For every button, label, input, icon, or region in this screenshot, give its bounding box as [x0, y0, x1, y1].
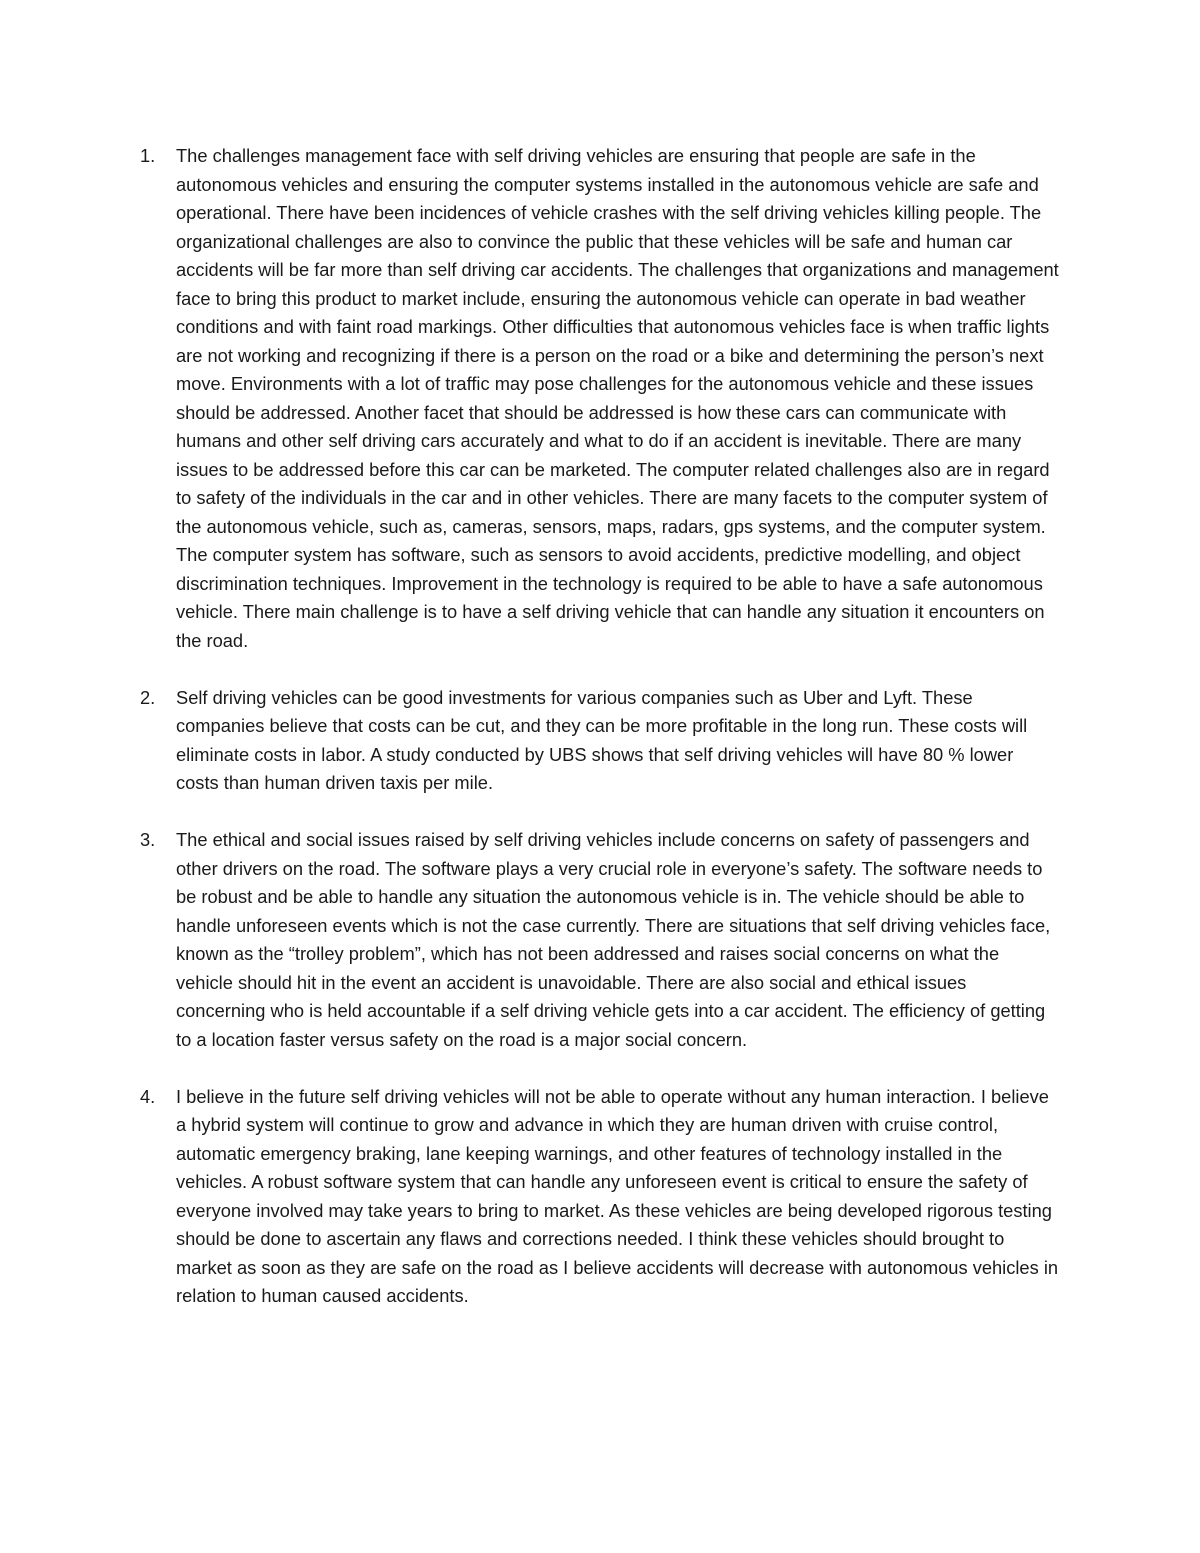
- list-item-text: The challenges management face with self driving vehicles are ensuring that people are safe in the autonomous vehicles and ensuring the computer systems installed in the autonomous vehicle are safe and operational. There have been incidences of vehicle crashes with the self driving vehicles killing people. The organizational challenges are also to convince the public that these vehicles will be safe and human car accidents will be far more than self driving car accidents. The challenges that organizations and management face to bring this product to market include, ensuring the autonomous vehicle can operate in bad weather conditions and with faint road markings. Other difficulties that autonomous vehicles face is when traffic lights are not working and recognizing if there is a person on the road or a bike and determining the person’s next move. Environments with a lot of traffic may pose challenges for the autonomous vehicle and these issues should be addressed. Another facet that should be addressed is how these cars can communicate with humans and other self driving cars accurately and what to do if an accident is inevitable. There are many issues to be addressed before this car can be marketed. The computer related challenges also are in regard to safety of the individuals in the car and in other vehicles. There are many facets to the computer system of the autonomous vehicle, such as, cameras, sensors, maps, radars, gps systems, and the computer system. The computer system has software, such as sensors to avoid accidents, predictive modelling, and object discrimination techniques. Improvement in the technology is required to be able to have a safe autonomous vehicle. There main challenge is to have a self driving vehicle that can handle any situation it encounters on the road.: [176, 145, 1059, 651]
- list-item-number: 1.: [140, 145, 156, 166]
- list-item-text: Self driving vehicles can be good investments for various companies such as Uber and Lyft. These companies believe that costs can be cut, and they can be more profitable in the long run. These costs will eliminate costs in labor. A study conducted by UBS shows that self driving vehicles will have 80 % lower costs than human driven taxis per mile.: [176, 686, 1028, 793]
- list-item-number: 3.: [140, 829, 156, 850]
- list-item: [140, 1083, 1060, 1311]
- list-item-number: 4.: [140, 1085, 156, 1107]
- list-item-text: I believe in the future self driving vehicles will not be able to operate without any human interaction. I believe a hybrid system will continue to grow and advance in which they are human driven with cruise control, automatic emergency braking, lane keeping warnings, and other features of technology installed in the vehicles. A robust software system that can handle any unforeseen event is critical to ensure the safety of everyone involved may take years to bring to market. As these vehicles are being developed rigorous testing should be done to ascertain any flaws and corrections needed. I think these vehicles should brought to market as soon as they are safe on the road as I believe accidents will decrease with autonomous vehicles in relation to human caused accidents.: [176, 1085, 1059, 1306]
- list-item-number: 2.: [140, 686, 156, 708]
- numbered-list: [140, 142, 1060, 1339]
- list-item: [140, 826, 1060, 1054]
- list-item-text: The ethical and social issues raised by self driving vehicles include concerns on safety of passengers and other drivers on the road. The software plays a very crucial role in everyone’s safety. The software needs to be robust and be able to handle any situation the autonomous vehicle is in. The vehicle should be able to handle unforeseen events which is not the case currently. There are situations that self driving vehicles face, known as the “trolley problem”, which has not been addressed and raises social concerns on what the vehicle should hit in the event an accident is unavoidable. There are also social and ethical issues concerning who is held accountable if a self driving vehicle gets into a car accident. The efficiency of getting to a location faster versus safety on the road is a major social concern.: [176, 829, 1051, 1050]
- list-item: [140, 684, 1060, 798]
- list-item: [140, 142, 1060, 655]
